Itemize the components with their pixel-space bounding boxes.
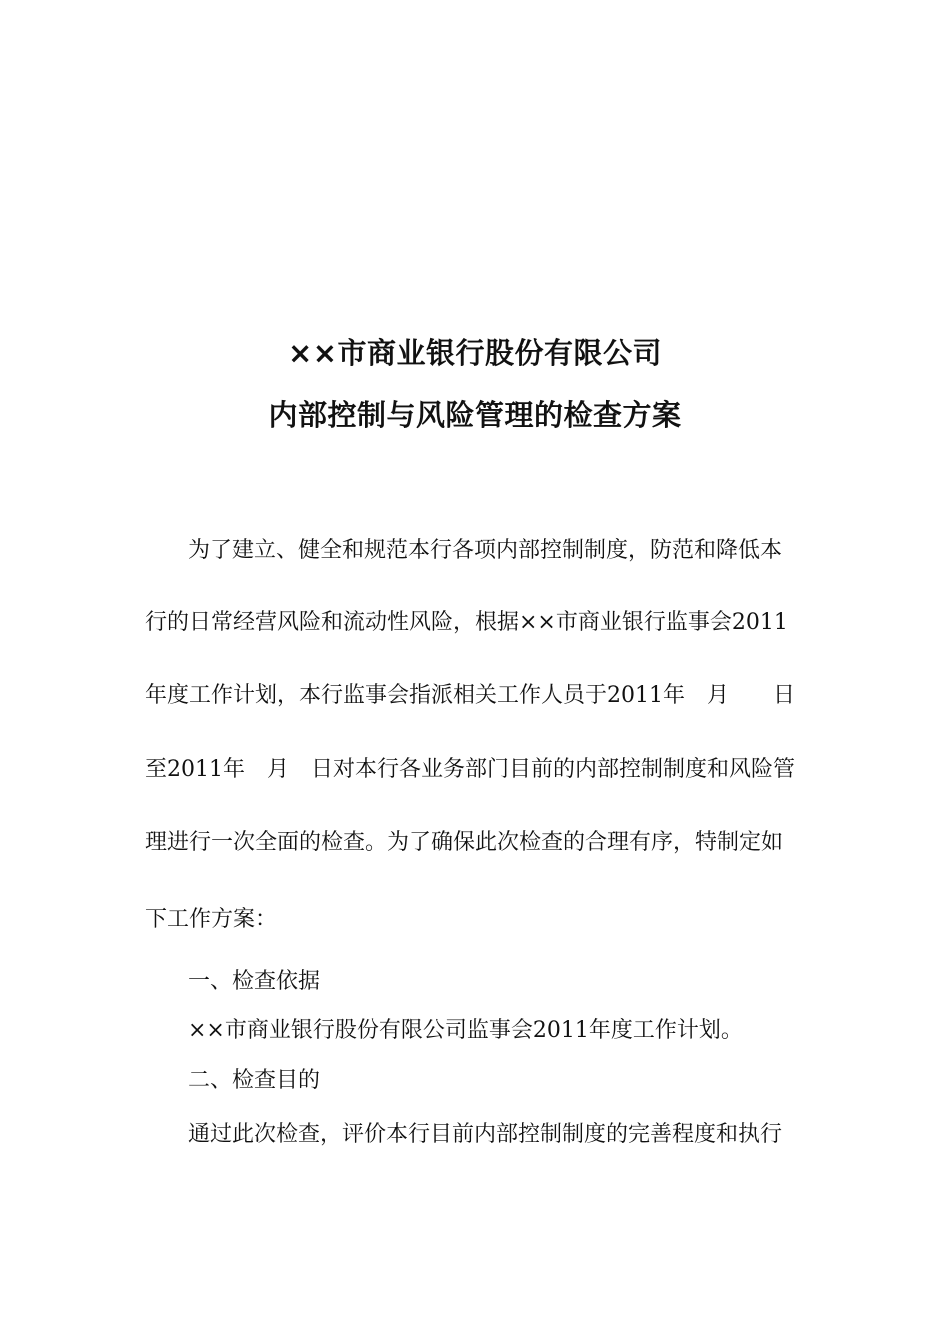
intro-line-5: 理进行一次全面的检查。为了确保此次检查的合理有序，特制定如	[145, 830, 784, 855]
section2-text: 通过此次检查，评价本行目前内部控制制度的完善程度和执行	[188, 1122, 783, 1147]
intro-line-3: 年度工作计划，本行监事会指派相关工作人员于2011年 月 日	[145, 683, 795, 708]
intro-line-2: 行的日常经营风险和流动性风险，根据××市商业银行监事会2011	[145, 610, 788, 635]
section2-heading: 二、检查目的	[188, 1068, 321, 1093]
intro-line-4: 至2011年 月 日对本行各业务部门目前的内部控制制度和风险管	[145, 757, 795, 782]
document-title-line1: ××市商业银行股份有限公司	[287, 336, 663, 370]
intro-line-1: 为了建立、健全和规范本行各项内部控制制度，防范和降低本	[188, 538, 783, 563]
section1-heading: 一、检查依据	[188, 969, 321, 994]
document-title-line2: 内部控制与风险管理的检查方案	[268, 398, 682, 432]
intro-line-6: 下工作方案：	[145, 907, 278, 932]
section1-text: ××市商业银行股份有限公司监事会2011年度工作计划。	[188, 1018, 743, 1043]
